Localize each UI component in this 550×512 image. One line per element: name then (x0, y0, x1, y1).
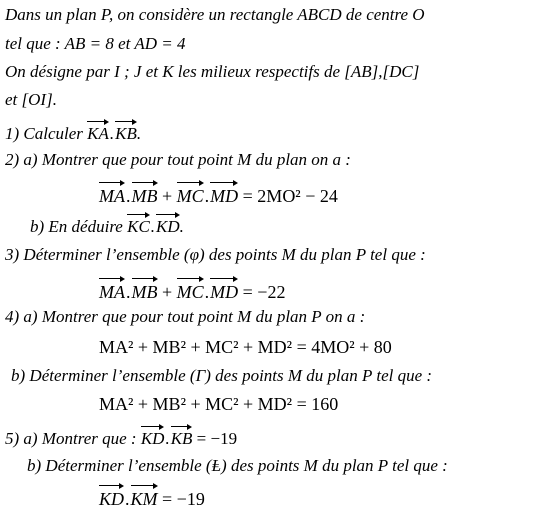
question-2a: 2) a) Montrer que pour tout point M du plan on a : (5, 150, 351, 169)
vector-ma: MA (99, 276, 125, 304)
equation-2-rhs: = −22 (238, 282, 286, 302)
equation-2-plus: + (157, 282, 177, 302)
vector-mc: MC (177, 180, 204, 208)
question-5a-prefix: 5) a) Montrer que : (5, 429, 141, 448)
question-2b-suffix: . (179, 217, 184, 236)
question-5a-rhs: = −19 (192, 429, 238, 448)
equation-5: KD.KM = −19 (99, 483, 205, 511)
vector-kc: KC (127, 212, 150, 238)
question-1-prefix: 1) Calculer (5, 124, 88, 143)
vector-kd: KD (99, 483, 124, 511)
vector-kb: KB (171, 424, 193, 450)
question-3: 3) Déterminer l’ensemble (φ) des points M du plan P tel que : (5, 245, 426, 264)
vector-mb: MB (132, 276, 158, 304)
question-5b: b) Déterminer l’ensemble (Ⱡ) des points M du plan P tel que : (27, 456, 448, 475)
question-2b-prefix: b) En déduire (30, 217, 128, 236)
vector-md: MD (210, 180, 238, 208)
vector-kb: KB (115, 119, 137, 145)
question-4b: b) Déterminer l’ensemble (Γ) des points M du plan P tel que : (11, 366, 433, 385)
question-4a: 4) a) Montrer que pour tout point M du plan P on a : (5, 307, 366, 326)
intro-line-2: tel que : AB = 8 et AD = 4 (5, 34, 186, 53)
equation-5-rhs: = −19 (157, 489, 205, 509)
vector-mc: MC (177, 276, 204, 304)
equation-1-rhs: = 2MO² − 24 (238, 186, 338, 206)
vector-km: KM (131, 483, 158, 511)
equation-2: MA.MB + MC.MD = −22 (99, 276, 285, 304)
question-1-suffix: . (136, 124, 142, 143)
vector-kd: KD (156, 212, 180, 238)
intro-line-4: et [OI]. (5, 90, 57, 109)
question-2b: b) En déduire KC.KD. (30, 212, 184, 238)
question-5a: 5) a) Montrer que : KD.KB = −19 (5, 424, 237, 450)
equation-3: MA² + MB² + MC² + MD² = 4MO² + 80 (99, 337, 392, 357)
equation-1-plus: + (157, 186, 177, 206)
vector-mb: MB (132, 180, 158, 208)
vector-kd: KD (141, 424, 165, 450)
intro-line-1: Dans un plan P, on considère un rectangle ABCD de centre O (5, 5, 425, 24)
vector-ka: KA (87, 119, 109, 145)
vector-md: MD (210, 276, 238, 304)
question-1: 1) Calculer KA.KB. (5, 119, 141, 145)
vector-ma: MA (99, 180, 125, 208)
equation-4: MA² + MB² + MC² + MD² = 160 (99, 394, 339, 414)
equation-1: MA.MB + MC.MD = 2MO² − 24 (99, 180, 338, 208)
intro-line-3: On désigne par I ; J et K les milieux respectifs de [AB],[DC] (5, 62, 420, 81)
